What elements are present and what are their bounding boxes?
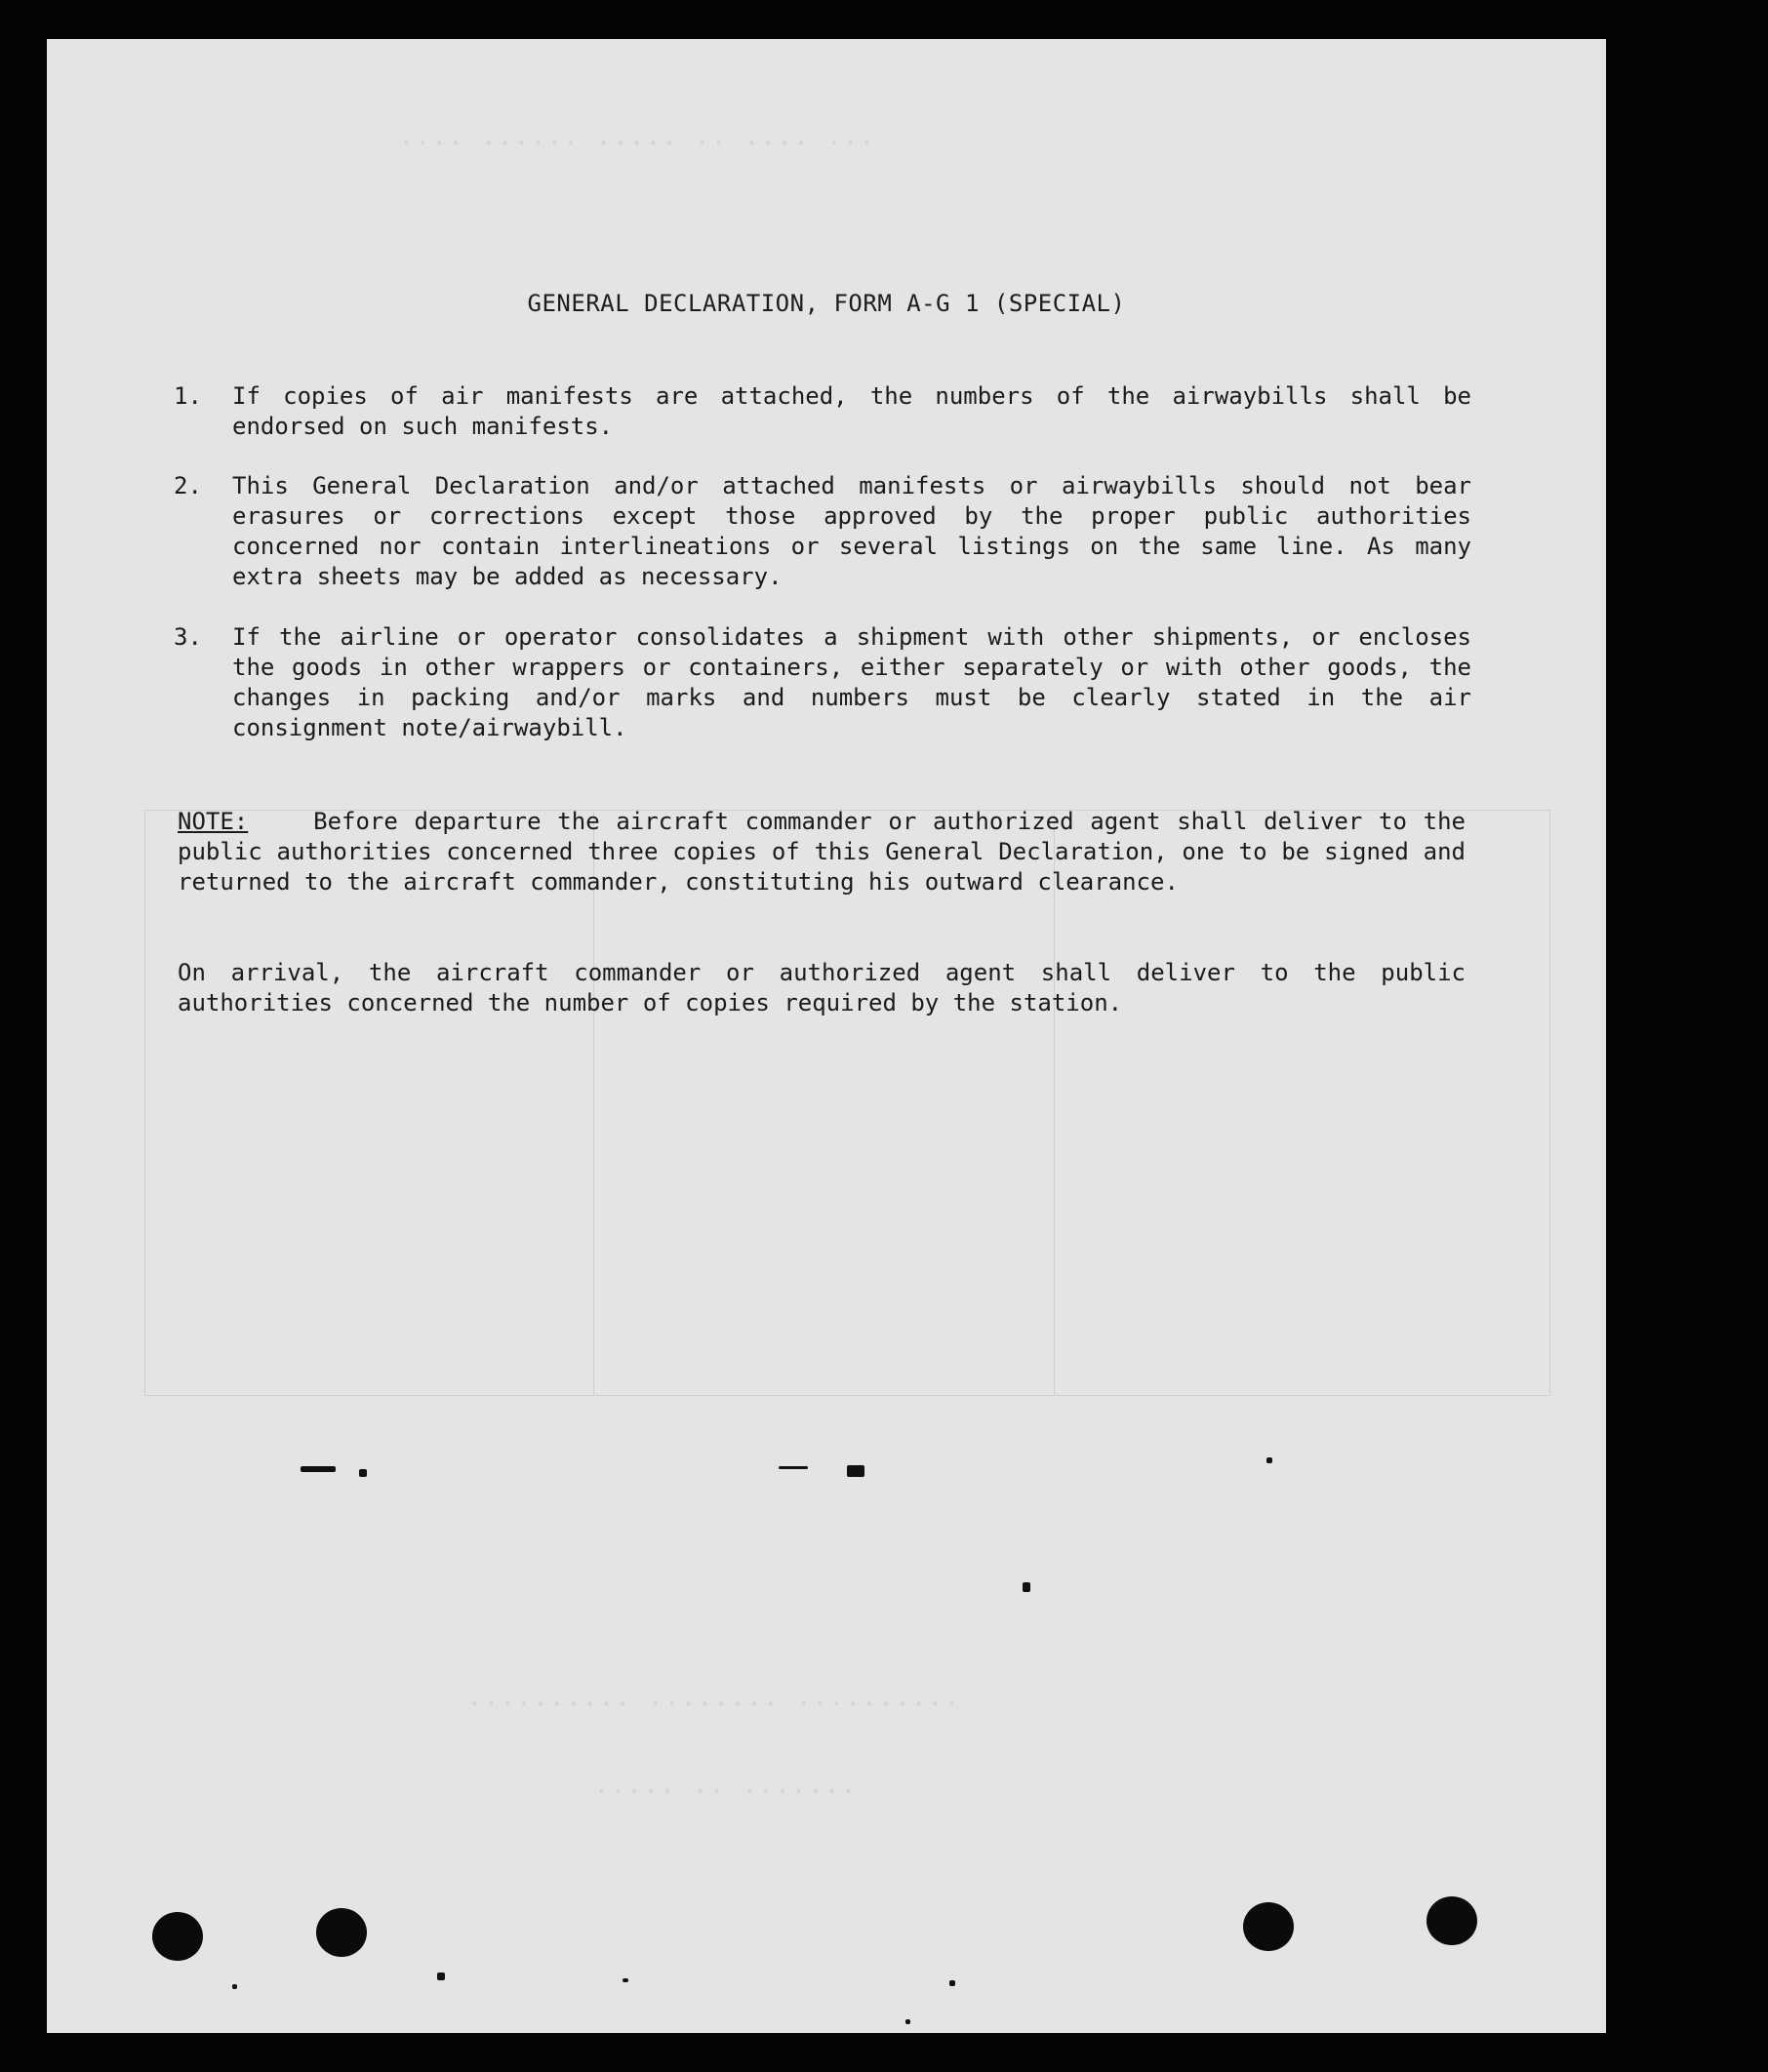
ink-speck [623,1978,628,1982]
note-label: NOTE: [178,808,249,835]
item-text: This General Declaration and/or attached manifests or airwaybills should not bear erasures or corrections except those approved by the proper public authorities concerned nor contain interlineations or several listings on the same line. As many extra sheets may be added as necessary. [232,472,1471,590]
show-through-text: ··· ···· ·· ····· ······ ···· [398,127,875,159]
item-number: 2. [174,472,202,499]
ink-speck [1266,1457,1272,1463]
item-text: If copies of air manifests are attached, the numbers of the airwaybills shall be endorsed on such manifests. [232,382,1471,440]
show-through-text: ·········· ········ ·········· [466,1688,960,1720]
show-through-rule [1054,810,1055,1395]
document-page [47,39,1606,2033]
show-through-text: ······· ·· ····· [593,1775,857,1808]
ink-speck [1023,1582,1030,1592]
show-through-rule [1549,810,1550,1395]
item-text: If the airline or operator consolidates a shipment with other shipments, or encloses the goods in other wrappers or containers, either separately or with other goods, the changes in packing and/or marks and numbers must be clearly stated in the air consignment note/airwaybill. [232,623,1471,741]
ink-speck [905,2019,910,2024]
ink-speck [949,1980,955,1986]
item-number: 3. [174,623,202,651]
page-title: GENERAL DECLARATION, FORM A-G 1 (SPECIAL) [527,290,1126,317]
punch-hole [152,1912,203,1961]
ink-speck [359,1469,367,1477]
show-through-rule [144,1395,1549,1396]
note-paragraph [178,807,1466,897]
note-text: Before departure the aircraft commander or authorized agent shall deliver to the public authorities concerned three copies of this General Declaration, one to be signed and returned to the aircraft commander, constituting his outward clearance. [178,808,1467,896]
ink-speck [847,1465,864,1477]
arrival-paragraph: On arrival, the aircraft commander or authorized agent shall deliver to the public authorities concerned the number of copies required by the station. [178,959,1466,1016]
ink-speck [232,1984,237,1989]
punch-hole [1426,1896,1477,1945]
ink-speck [301,1466,336,1472]
ink-speck [779,1466,808,1469]
punch-hole [316,1908,367,1957]
ink-speck [437,1972,445,1980]
show-through-rule [144,810,145,1395]
item-number: 1. [174,382,202,410]
punch-hole [1243,1902,1294,1951]
show-through-rule [593,810,594,1395]
